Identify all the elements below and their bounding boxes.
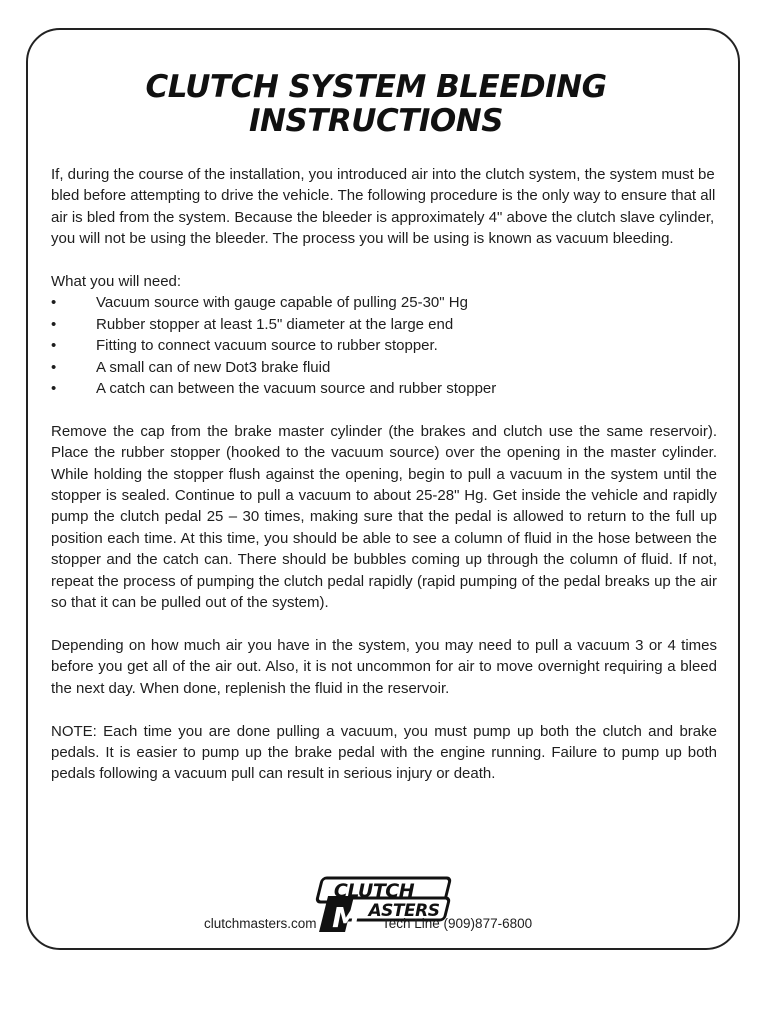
need-item-text: Vacuum source with gauge capable of pulling 25-30" Hg	[96, 294, 468, 312]
need-item-text: A small can of new Dot3 brake fluid	[96, 358, 331, 376]
bullet-icon: •	[51, 380, 57, 398]
intro-paragraph: If, during the course of the installation, you introduced air into the clutch system, the system must be bled before attempting to drive the vehicle. The following procedure is the only way to ensure that all air is bled from the system. Because the bleeder is approximately 4" above the clutch slave cylinder, you will not be using the bleeder. The process you will be using is known as vacuum bleeding.	[51, 166, 716, 248]
bullet-icon: •	[51, 315, 57, 333]
need-heading: What you will need:	[51, 273, 182, 291]
need-item-text: Fitting to connect vacuum source to rubber stopper.	[96, 337, 438, 355]
need-list-item	[51, 314, 717, 335]
title-line-2: INSTRUCTIONS	[248, 103, 504, 139]
need-list-item	[51, 292, 717, 313]
page-title	[60, 70, 692, 138]
depending-paragraph: Depending on how much air you have in the system, you may need to pull a vacuum 3 or 4 times before you get all of the air out. Also, it is not uncommon for air to move overnight requiring a bleed the next day. When done, replenish the fluid in the reservoir.	[51, 636, 717, 697]
procedure-paragraph: Remove the cap from the brake master cylinder (the brakes and clutch use the same reservoir). Place the rubber stopper (hooked to the vacuum source) over the opening in the master cylinder. While holding the stopper flush against the opening, begin to pull a vacuum in the system until the stopper is sealed. Continue to pull a vacuum to about 25-28" Hg. Get inside the vehicle and rapidly pump the clutch pedal 25 – 30 times, making sure that the pedal is allowed to return to the full up position each time. At this time, you should be able to see a column of fluid in the hose between the stopper and the catch can. There should be bubbles coming up through the column of fluid. If not, repeat the process of pumping the clutch pedal rapidly (rapid pumping of the pedal breaks up the air so that it can be pulled out of the system).	[51, 422, 717, 612]
need-item-text: A catch can between the vacuum source and rubber stopper	[96, 380, 497, 398]
bullet-icon: •	[51, 337, 57, 355]
svg-text:M: M	[332, 901, 360, 934]
svg-text:CLUTCH: CLUTCH	[333, 880, 415, 902]
techline-text: Tech Line (909)877-6800	[382, 916, 533, 931]
bullet-icon: •	[51, 358, 57, 376]
svg-text:ASTERS: ASTERS	[368, 901, 440, 921]
bullet-icon: •	[51, 294, 57, 312]
need-list-item	[51, 378, 717, 399]
need-list-item	[51, 357, 717, 378]
website-text: clutchmasters.com	[204, 916, 317, 931]
title-line-1: CLUTCH SYSTEM BLEEDING	[145, 69, 607, 105]
note-paragraph: NOTE: Each time you are done pulling a vacuum, you must pump up both the clutch and brake pedals. It is easier to pump up the brake pedal with the engine running. Failure to pump up both pedals following a vacuum pull can result in serious injury or death.	[51, 722, 717, 783]
need-list	[51, 292, 717, 399]
document-body	[51, 164, 717, 806]
need-list-item	[51, 335, 717, 356]
need-item-text: Rubber stopper at least 1.5" diameter at the large end	[96, 315, 454, 333]
